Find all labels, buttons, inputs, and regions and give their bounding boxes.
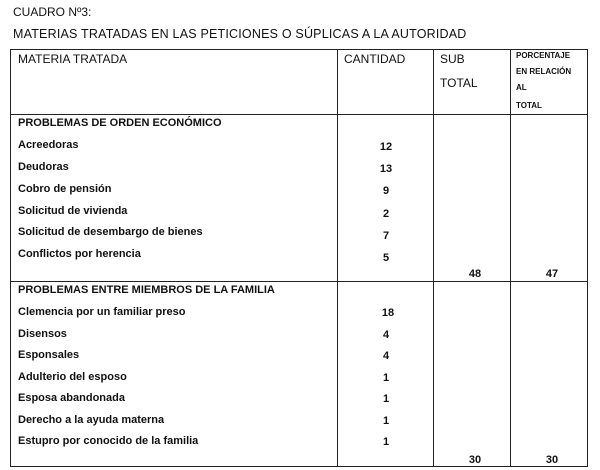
header-porcentaje-line3: AL xyxy=(516,83,527,92)
header-cantidad: CANTIDAD xyxy=(344,52,406,66)
header-divider xyxy=(11,114,587,115)
row-materia: Derecho a la ayuda materna xyxy=(18,414,165,426)
caption-title: MATERIAS TRATADAS EN LAS PETICIONES O SÚPLICAS A LA AUTORIDAD xyxy=(13,27,467,41)
header-porcentaje-line2: EN RELACIÓN xyxy=(516,67,572,76)
materias-table xyxy=(10,49,588,467)
row-cantidad: 4 xyxy=(382,329,390,341)
row-cantidad: 12 xyxy=(379,141,393,153)
column-divider xyxy=(433,50,434,466)
row-cantidad: 7 xyxy=(382,230,390,242)
porcentaje-economico: 47 xyxy=(545,268,559,280)
section-title-economico: PROBLEMAS DE ORDEN ECONÓMICO xyxy=(18,117,222,129)
header-subtotal-line2: TOTAL xyxy=(440,76,478,90)
row-cantidad: 1 xyxy=(382,415,390,427)
row-materia: Esposa abandonada xyxy=(18,392,125,404)
row-cantidad: 18 xyxy=(381,307,395,319)
row-cantidad: 9 xyxy=(382,185,390,197)
row-materia: Cobro de pensión xyxy=(18,183,112,195)
row-materia: Disensos xyxy=(18,328,67,340)
row-materia: Adulterio del esposo xyxy=(18,371,127,383)
row-materia: Acreedoras xyxy=(18,139,79,151)
section-title-familia: PROBLEMAS ENTRE MIEMBROS DE LA FAMILIA xyxy=(18,284,275,296)
row-materia: Esponsales xyxy=(18,349,80,361)
header-porcentaje-line4: TOTAL xyxy=(516,101,542,110)
header-porcentaje-line1: PORCENTAJE xyxy=(516,51,571,60)
row-materia: Solicitud de vivienda xyxy=(18,205,128,217)
subtotal-familia: 30 xyxy=(468,454,482,466)
row-cantidad: 1 xyxy=(382,393,390,405)
row-materia: Conflictos por herencia xyxy=(18,248,141,260)
column-divider xyxy=(337,50,338,466)
row-materia: Estupro por conocido de la familia xyxy=(18,435,199,447)
row-cantidad: 1 xyxy=(382,436,390,448)
row-materia: Clemencia por un familiar preso xyxy=(18,306,186,318)
column-divider xyxy=(510,50,511,466)
header-subtotal-line1: SUB xyxy=(440,52,465,66)
subtotal-economico: 48 xyxy=(468,268,482,280)
caption-label: CUADRO Nº3: xyxy=(13,5,92,19)
row-cantidad: 4 xyxy=(382,350,390,362)
row-cantidad: 1 xyxy=(382,372,390,384)
porcentaje-familia: 30 xyxy=(545,454,559,466)
header-materia: MATERIA TRATADA xyxy=(18,52,128,66)
row-cantidad: 2 xyxy=(382,208,390,220)
row-materia: Solicitud de desembargo de bienes xyxy=(18,226,203,238)
row-cantidad: 5 xyxy=(382,252,390,264)
row-cantidad: 13 xyxy=(379,163,393,175)
section-divider xyxy=(11,281,587,282)
row-materia: Deudoras xyxy=(18,161,69,173)
